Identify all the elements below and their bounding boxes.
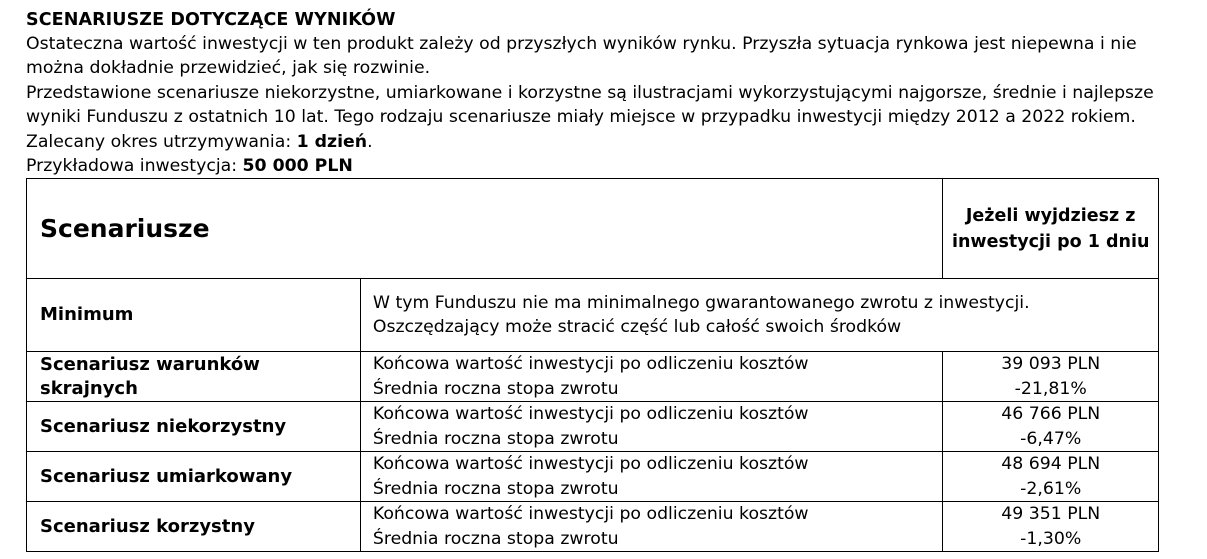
table-row: [27, 402, 1159, 452]
final-value: 46 766 PLN: [1001, 404, 1101, 424]
scenario-label: Scenariusz umiarkowany: [27, 452, 361, 502]
minimum-line: W tym Funduszu nie ma minimalnego gwarantowanego zwrotu z inwestycji.: [372, 292, 1030, 313]
table-row: [27, 452, 1159, 502]
minimum-label: Minimum: [27, 279, 361, 352]
table-header-row: [27, 179, 1159, 279]
holding-period-suffix: .: [367, 131, 373, 152]
final-value-label: Końcowa wartość inwestycji po odliczeniu kosztów: [372, 454, 809, 474]
example-investment-label: Przykładowa inwestycja:: [26, 156, 243, 177]
annual-return: -6,47%: [1020, 428, 1082, 449]
paragraph-line: można dokładnie przewidzieć, jak się rozwinie.: [26, 58, 431, 79]
scenarios-explanation-paragraph: [26, 81, 1186, 130]
annual-return: -1,30%: [1020, 528, 1082, 549]
scenario-description: [360, 402, 943, 452]
section-heading: SCENARIUSZE DOTYCZĄCE WYNIKÓW: [26, 10, 396, 30]
example-investment: [26, 154, 1186, 178]
exit-after-1-day-header: Jeżeli wyjdziesz z inwestycji po 1 dniu: [943, 179, 1159, 279]
final-value: 49 351 PLN: [1001, 504, 1101, 524]
holding-period-label: Zalecany okres utrzymywania:: [26, 131, 297, 152]
annual-return: -21,81%: [1014, 378, 1087, 399]
market-uncertainty-paragraph: [26, 32, 1186, 81]
annual-return-label: Średnia roczna stopa zwrotu: [372, 428, 619, 449]
scenario-description: [360, 352, 943, 402]
table-row: [27, 502, 1159, 552]
scenarios-table: [26, 178, 1159, 552]
scenarios-header: Scenariusze: [27, 179, 943, 279]
final-value-label: Końcowa wartość inwestycji po odliczeniu kosztów: [372, 354, 809, 374]
scenario-values: [943, 502, 1159, 552]
final-value-label: Końcowa wartość inwestycji po odliczeniu kosztów: [372, 504, 809, 524]
performance-scenarios-intro: [26, 8, 1186, 178]
paragraph-line: Przedstawione scenariusze niekorzystne, umiarkowane i korzystne są ilustracjami wykorzystującymi najgorsze, średnie i najlepsze: [26, 82, 1154, 103]
scenario-values: [943, 352, 1159, 402]
holding-period-value: 1 dzień: [296, 131, 368, 152]
scenario-description: [360, 452, 943, 502]
scenario-description: [360, 502, 943, 552]
scenario-label: Scenariusz warunków skrajnych: [27, 352, 361, 402]
annual-return-label: Średnia roczna stopa zwrotu: [372, 478, 619, 499]
table-row: [27, 352, 1159, 402]
annual-return: -2,61%: [1020, 478, 1082, 499]
annual-return-label: Średnia roczna stopa zwrotu: [372, 528, 619, 549]
scenario-label: Scenariusz niekorzystny: [27, 402, 361, 452]
annual-return-label: Średnia roczna stopa zwrotu: [372, 378, 619, 399]
paragraph-line: Ostateczna wartość inwestycji w ten produkt zależy od przyszłych wyników rynku. Przyszła sytuacja rynkowa jest niepewna i nie: [26, 34, 1137, 54]
scenario-label: Scenariusz korzystny: [27, 502, 361, 552]
minimum-line: Oszczędzający może stracić część lub całość swoich środków: [372, 317, 902, 337]
scenario-values: [943, 402, 1159, 452]
paragraph-line: wyniki Funduszu z ostatnich 10 lat. Tego rodzaju scenariusze miały miejsce w przypadku inwestycji między 2012 a 2022 rokiem.: [26, 107, 1136, 128]
scenario-values: [943, 452, 1159, 502]
final-value: 39 093 PLN: [1001, 354, 1101, 374]
holding-period: [26, 130, 1186, 154]
example-investment-value: 50 000 PLN: [242, 156, 353, 177]
minimum-row: [27, 279, 1159, 352]
final-value: 48 694 PLN: [1001, 454, 1101, 474]
minimum-description: [360, 279, 1158, 352]
final-value-label: Końcowa wartość inwestycji po odliczeniu kosztów: [372, 404, 809, 424]
